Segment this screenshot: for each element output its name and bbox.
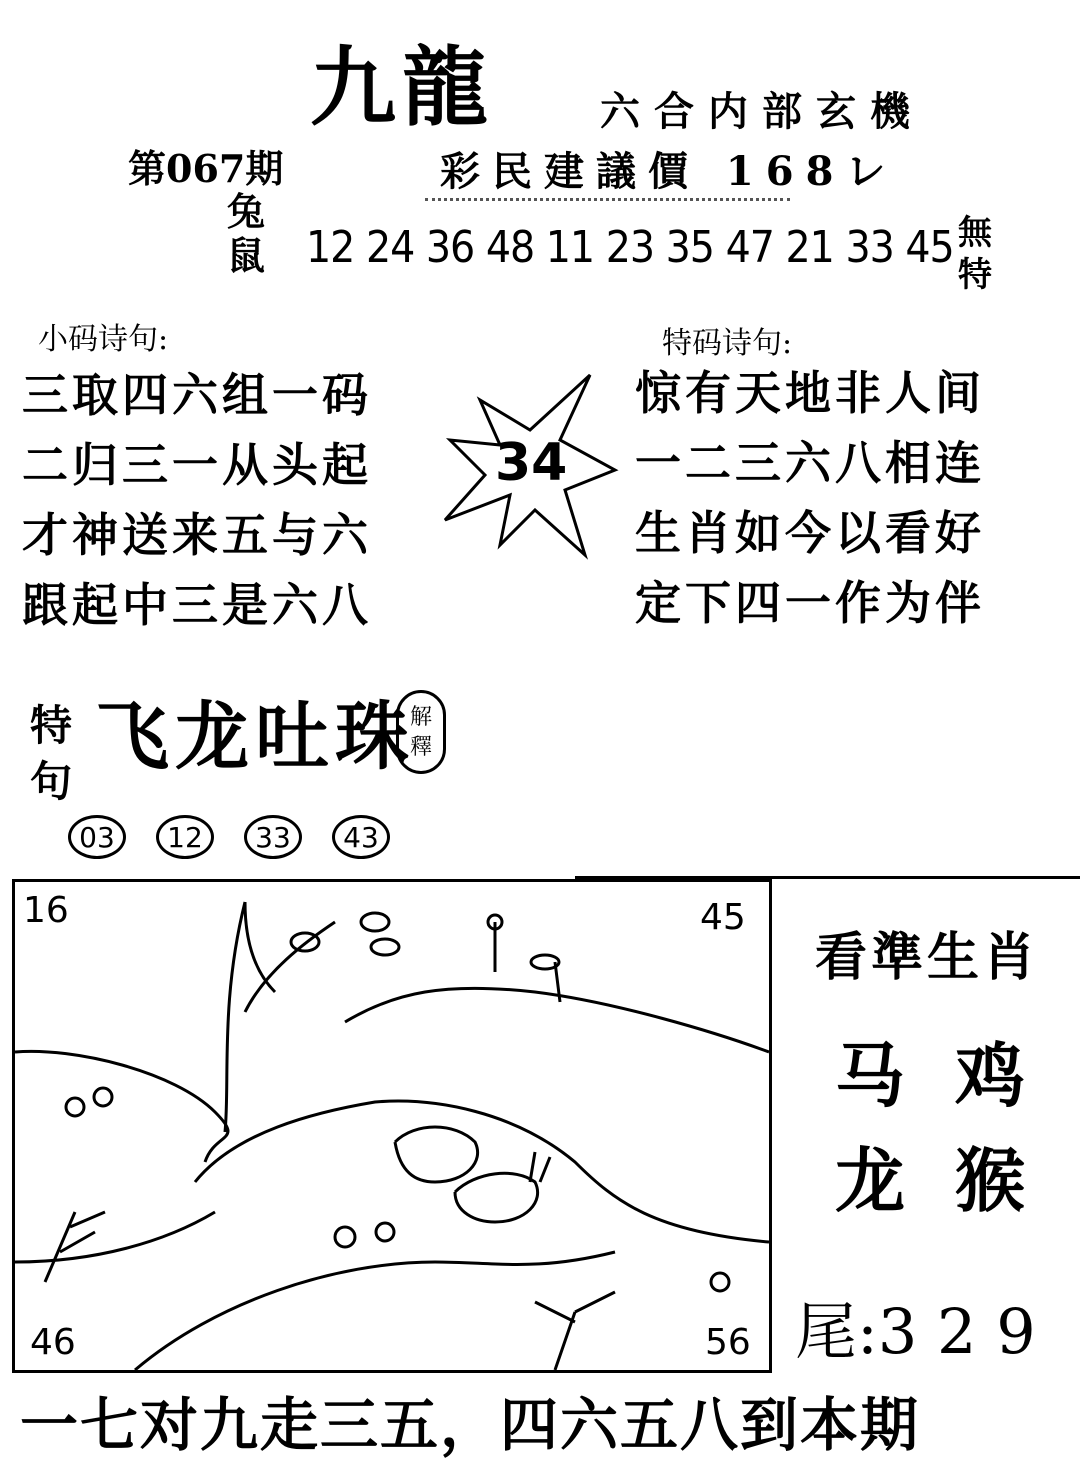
dotted-divider <box>425 198 790 201</box>
stamp-line-2: 釋 <box>409 735 432 760</box>
special-phrase: 飞龙吐珠 <box>95 694 415 780</box>
special-phrase-label <box>30 698 80 810</box>
poem-line: 一二三六八相连 <box>635 436 985 490</box>
price-line: 彩民建議價 168レ <box>440 148 898 195</box>
explanation-stamp <box>396 690 446 774</box>
corner-number-bottom-left: 46 <box>30 1322 76 1363</box>
corner-number-bottom-right: 56 <box>705 1322 751 1363</box>
corner-number-top-right: 45 <box>700 897 746 938</box>
poem-line: 跟起中三是六八 <box>22 578 372 632</box>
number: 47 <box>725 222 774 273</box>
small-poem <box>22 360 372 640</box>
number: 33 <box>845 222 894 273</box>
number-ball: 33 <box>244 815 302 859</box>
number: 24 <box>365 222 415 273</box>
notes-line-2: 特 <box>958 255 992 295</box>
zodiac-pick: 鸡 <box>955 1034 1025 1117</box>
landscape-illustration-icon <box>15 882 769 1370</box>
zodiac-line-1: 兔 <box>226 189 265 234</box>
number: 21 <box>785 222 834 273</box>
poem-line: 二归三一从头起 <box>22 438 372 492</box>
zodiac-label <box>218 190 274 278</box>
number-ball: 43 <box>332 815 390 859</box>
notes-line-1: 無 <box>958 213 992 253</box>
zodiac-pick: 猴 <box>955 1139 1025 1222</box>
poem-line: 惊有天地非人间 <box>635 366 985 420</box>
number: 23 <box>605 222 655 273</box>
page-subtitle: 六合内部玄機 <box>600 88 924 135</box>
poem-line: 生肖如今以看好 <box>635 506 985 560</box>
issue-number: 第067期 <box>128 146 284 191</box>
ball-row <box>68 815 390 859</box>
number-ball: 12 <box>156 815 214 859</box>
zodiac-pick: 龙 <box>835 1139 905 1222</box>
poem-line: 定下四一作为伴 <box>635 576 985 630</box>
special-label-2: 句 <box>30 757 73 806</box>
corner-number-top-left: 16 <box>23 890 69 931</box>
footer-phrase: 一七对九走三五，四六五八到本期 <box>20 1391 921 1459</box>
tail-numbers: 尾:3 2 9 <box>795 1295 1036 1368</box>
stamp-line-1: 解 <box>409 705 432 730</box>
page-title: 九龍 <box>310 38 494 138</box>
special-poem <box>635 358 985 638</box>
number: 11 <box>545 222 595 273</box>
zodiac-line-2: 鼠 <box>226 233 265 278</box>
number: 45 <box>905 222 954 273</box>
small-poem-label: 小码诗句: <box>38 322 169 357</box>
special-label-1: 特 <box>30 701 73 750</box>
notes-label <box>955 212 995 296</box>
poem-line: 才神送来五与六 <box>22 508 372 562</box>
number: 36 <box>425 222 475 273</box>
zodiac-pick: 马 <box>835 1034 905 1117</box>
poem-line: 三取四六组一码 <box>22 368 372 422</box>
number: 12 <box>306 222 355 273</box>
number-ball: 03 <box>68 815 126 859</box>
number: 48 <box>485 222 535 273</box>
number: 35 <box>665 222 714 273</box>
special-poem-label: 特码诗句: <box>662 326 793 361</box>
illustration-frame <box>12 879 772 1373</box>
number-row <box>306 222 954 273</box>
zodiac-guide-title: 看準生肖 <box>815 927 1040 988</box>
burst-number: 34 <box>495 433 568 493</box>
